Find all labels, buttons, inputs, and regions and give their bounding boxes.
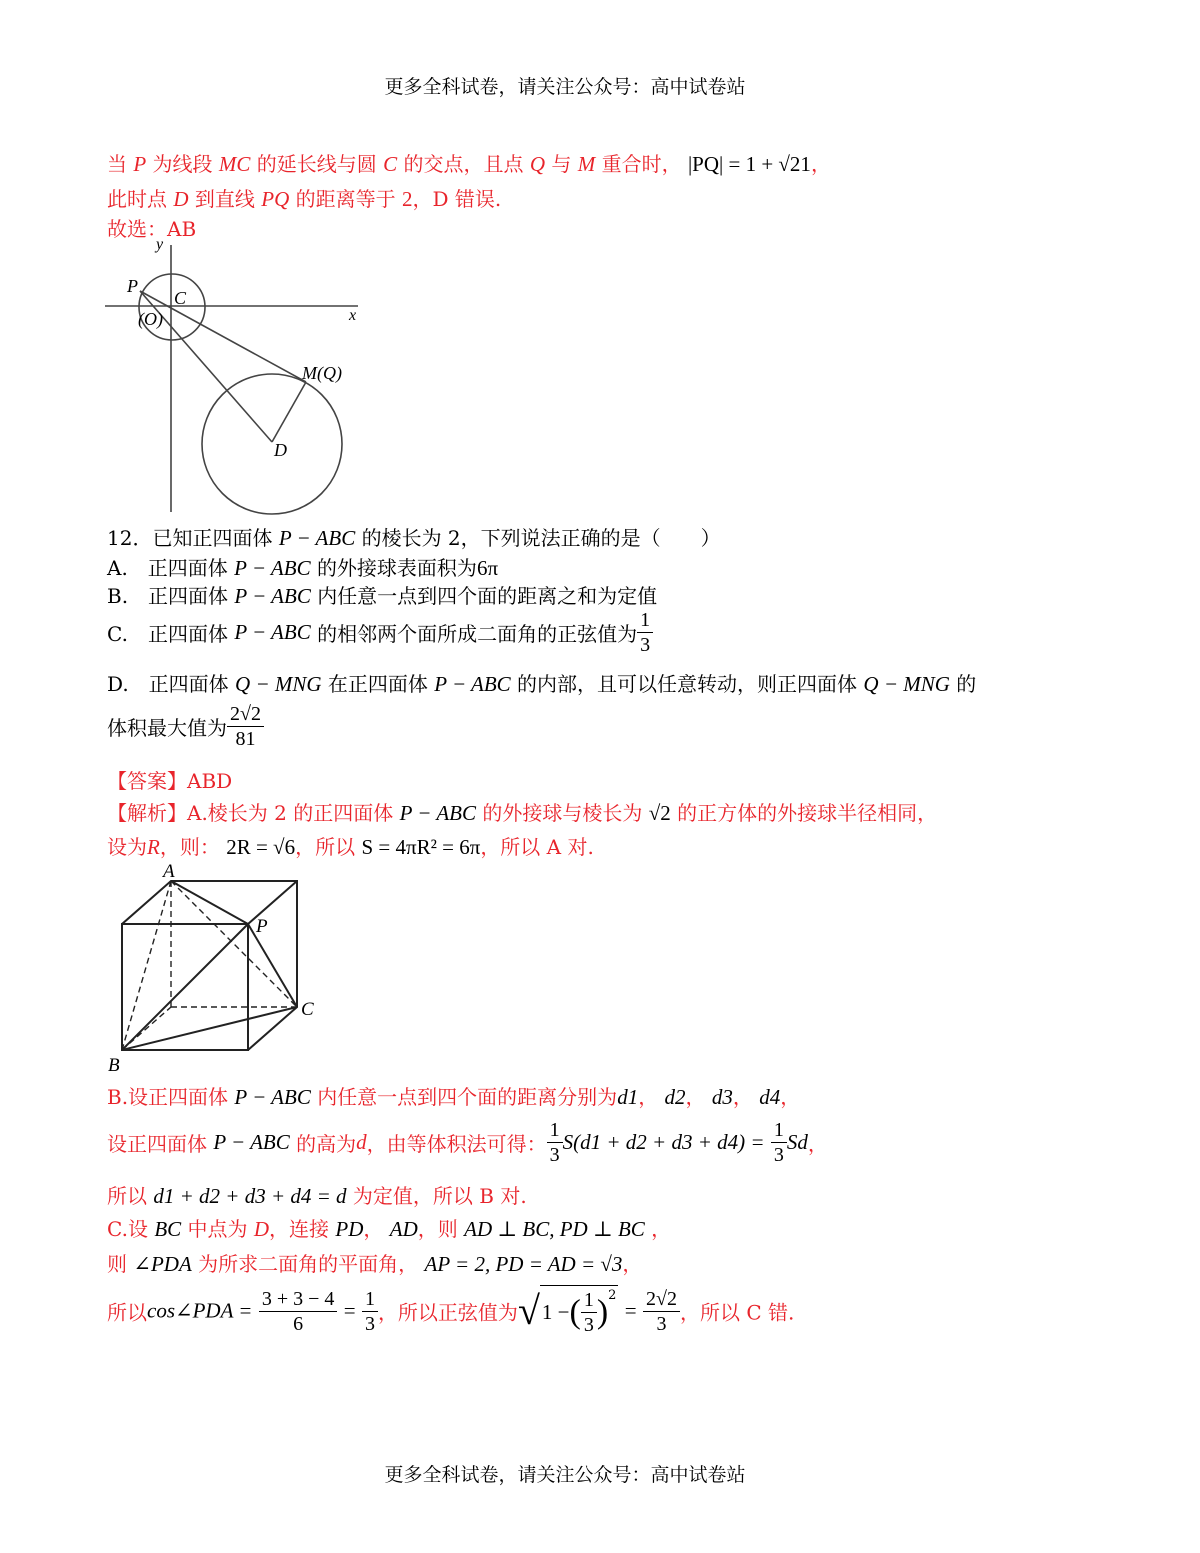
solution-a-line-2: 设为R，则： 2R = √6，所以 S = 4πR² = 6π，所以 A 对. xyxy=(107,835,594,859)
sqrt-radicand: 1 −( $\frac{1}{3}$ )$^2$ xyxy=(540,1285,619,1337)
label-mq: M(Q) xyxy=(302,363,342,383)
label-p: P xyxy=(256,916,268,937)
solution-a-line-1: 【解析】A.棱长为 2 的正四面体 P − ABC 的外接球与棱长为 √2 的正方体的外接球半径相同， xyxy=(107,801,938,825)
label-d: D xyxy=(274,440,287,460)
fraction-2root2-over-81: $\frac{2√2}{81}$ xyxy=(227,702,264,751)
circle-c xyxy=(139,274,205,340)
cube-tetrahedron-figure xyxy=(100,858,330,1078)
prev-solution-line-2: 此时点 D 到直线 PQ 的距离等于 2，D 错误. xyxy=(107,187,502,211)
q12-option-c: C. 正四面体 P − ABC 的相邻两个面所成二面角的正弦值为 $\frac{1}{3}$ xyxy=(107,608,653,657)
q12-option-d-line-1: D. 正四面体 Q − MNG 在正四面体 P − ABC 的内部，且可以任意转动，则正四面体 Q − MNG 的 xyxy=(107,672,977,696)
q12-option-a: A. 正四面体 P − ABC 的外接球表面积为6π xyxy=(107,556,499,580)
page-header: 更多全科试卷，请关注公众号：高中试卷站 xyxy=(384,76,746,98)
line-pm xyxy=(140,291,306,382)
solution-b-line-1: B.设正四面体 P − ABC 内任意一点到四个面的距离分别为d1， d2， d3， d4， xyxy=(107,1085,801,1109)
pq-length-formula: |PQ| = 1 + √21 xyxy=(687,152,811,176)
sqrt-sign: √ xyxy=(517,1288,540,1333)
label-y: y xyxy=(156,236,164,253)
q12-stem: 12．已知正四面体 P − ABC 的棱长为 2，下列说法正确的是（ ） xyxy=(107,526,721,550)
label-o: (O) xyxy=(138,309,163,329)
circle-figure xyxy=(100,232,370,517)
solution-b-line-3: 所以 d1 + d2 + d3 + d4 = d 为定值，所以 B 对. xyxy=(107,1184,527,1208)
solution-b-line-2: 设正四面体 P − ABC 的高为d，由等体积法可得： $\frac{1}{3}$ S(d1 + d2 + d3 + d4) = $\frac{1}{3}$ Sd， xyxy=(107,1119,828,1166)
solution-c-line-2: 则 ∠PDA 为所求二面角的平面角， AP = 2, PD = AD = √3， xyxy=(107,1252,643,1276)
label-x: x xyxy=(349,307,357,324)
prev-solution-line-1: 当 P 为线段 MC 的延长线与圆 C 的交点，且点 Q 与 M 重合时， |PQ| = 1 + √21， xyxy=(107,152,831,176)
circle-d xyxy=(202,374,342,514)
prev-choice: 故选：AB xyxy=(107,217,197,241)
q12-option-d-line-2: 体积最大值为 $\frac{2√2}{81}$ xyxy=(107,702,264,751)
solution-c-line-3: 所以cos∠PDA = $\frac{3 + 3 - 4}{6}$ = $\frac{1}{3}$ ，所以正弦值为√1 −( $\frac{1}{3}$ )$^2$ = $\frac{2√2}{3}$ ，所以 C 错. xyxy=(107,1285,794,1337)
label-p: P xyxy=(127,276,138,296)
fraction-one-third: $\frac{1}{3}$ xyxy=(637,608,653,657)
solution-c-line-1: C.设 BC 中点为 D，连接 PD， AD，则 AD ⊥ BC, PD ⊥ BC ， xyxy=(107,1217,672,1241)
answer: 【答案】ABD xyxy=(107,769,233,793)
label-b: B xyxy=(108,1055,120,1076)
line-md xyxy=(272,382,306,442)
label-c: C xyxy=(174,288,187,308)
page-footer: 更多全科试卷，请关注公众号：高中试卷站 xyxy=(384,1464,746,1486)
label-c: C xyxy=(301,999,314,1020)
fraction-cos: $\frac{3 + 3 - 4}{6}$ xyxy=(259,1287,338,1336)
tetrahedron-solid-edges xyxy=(122,881,297,1050)
label-a: A xyxy=(163,861,175,882)
q12-option-b: B. 正四面体 P − ABC 内任意一点到四个面的距离之和为定值 xyxy=(107,584,658,608)
